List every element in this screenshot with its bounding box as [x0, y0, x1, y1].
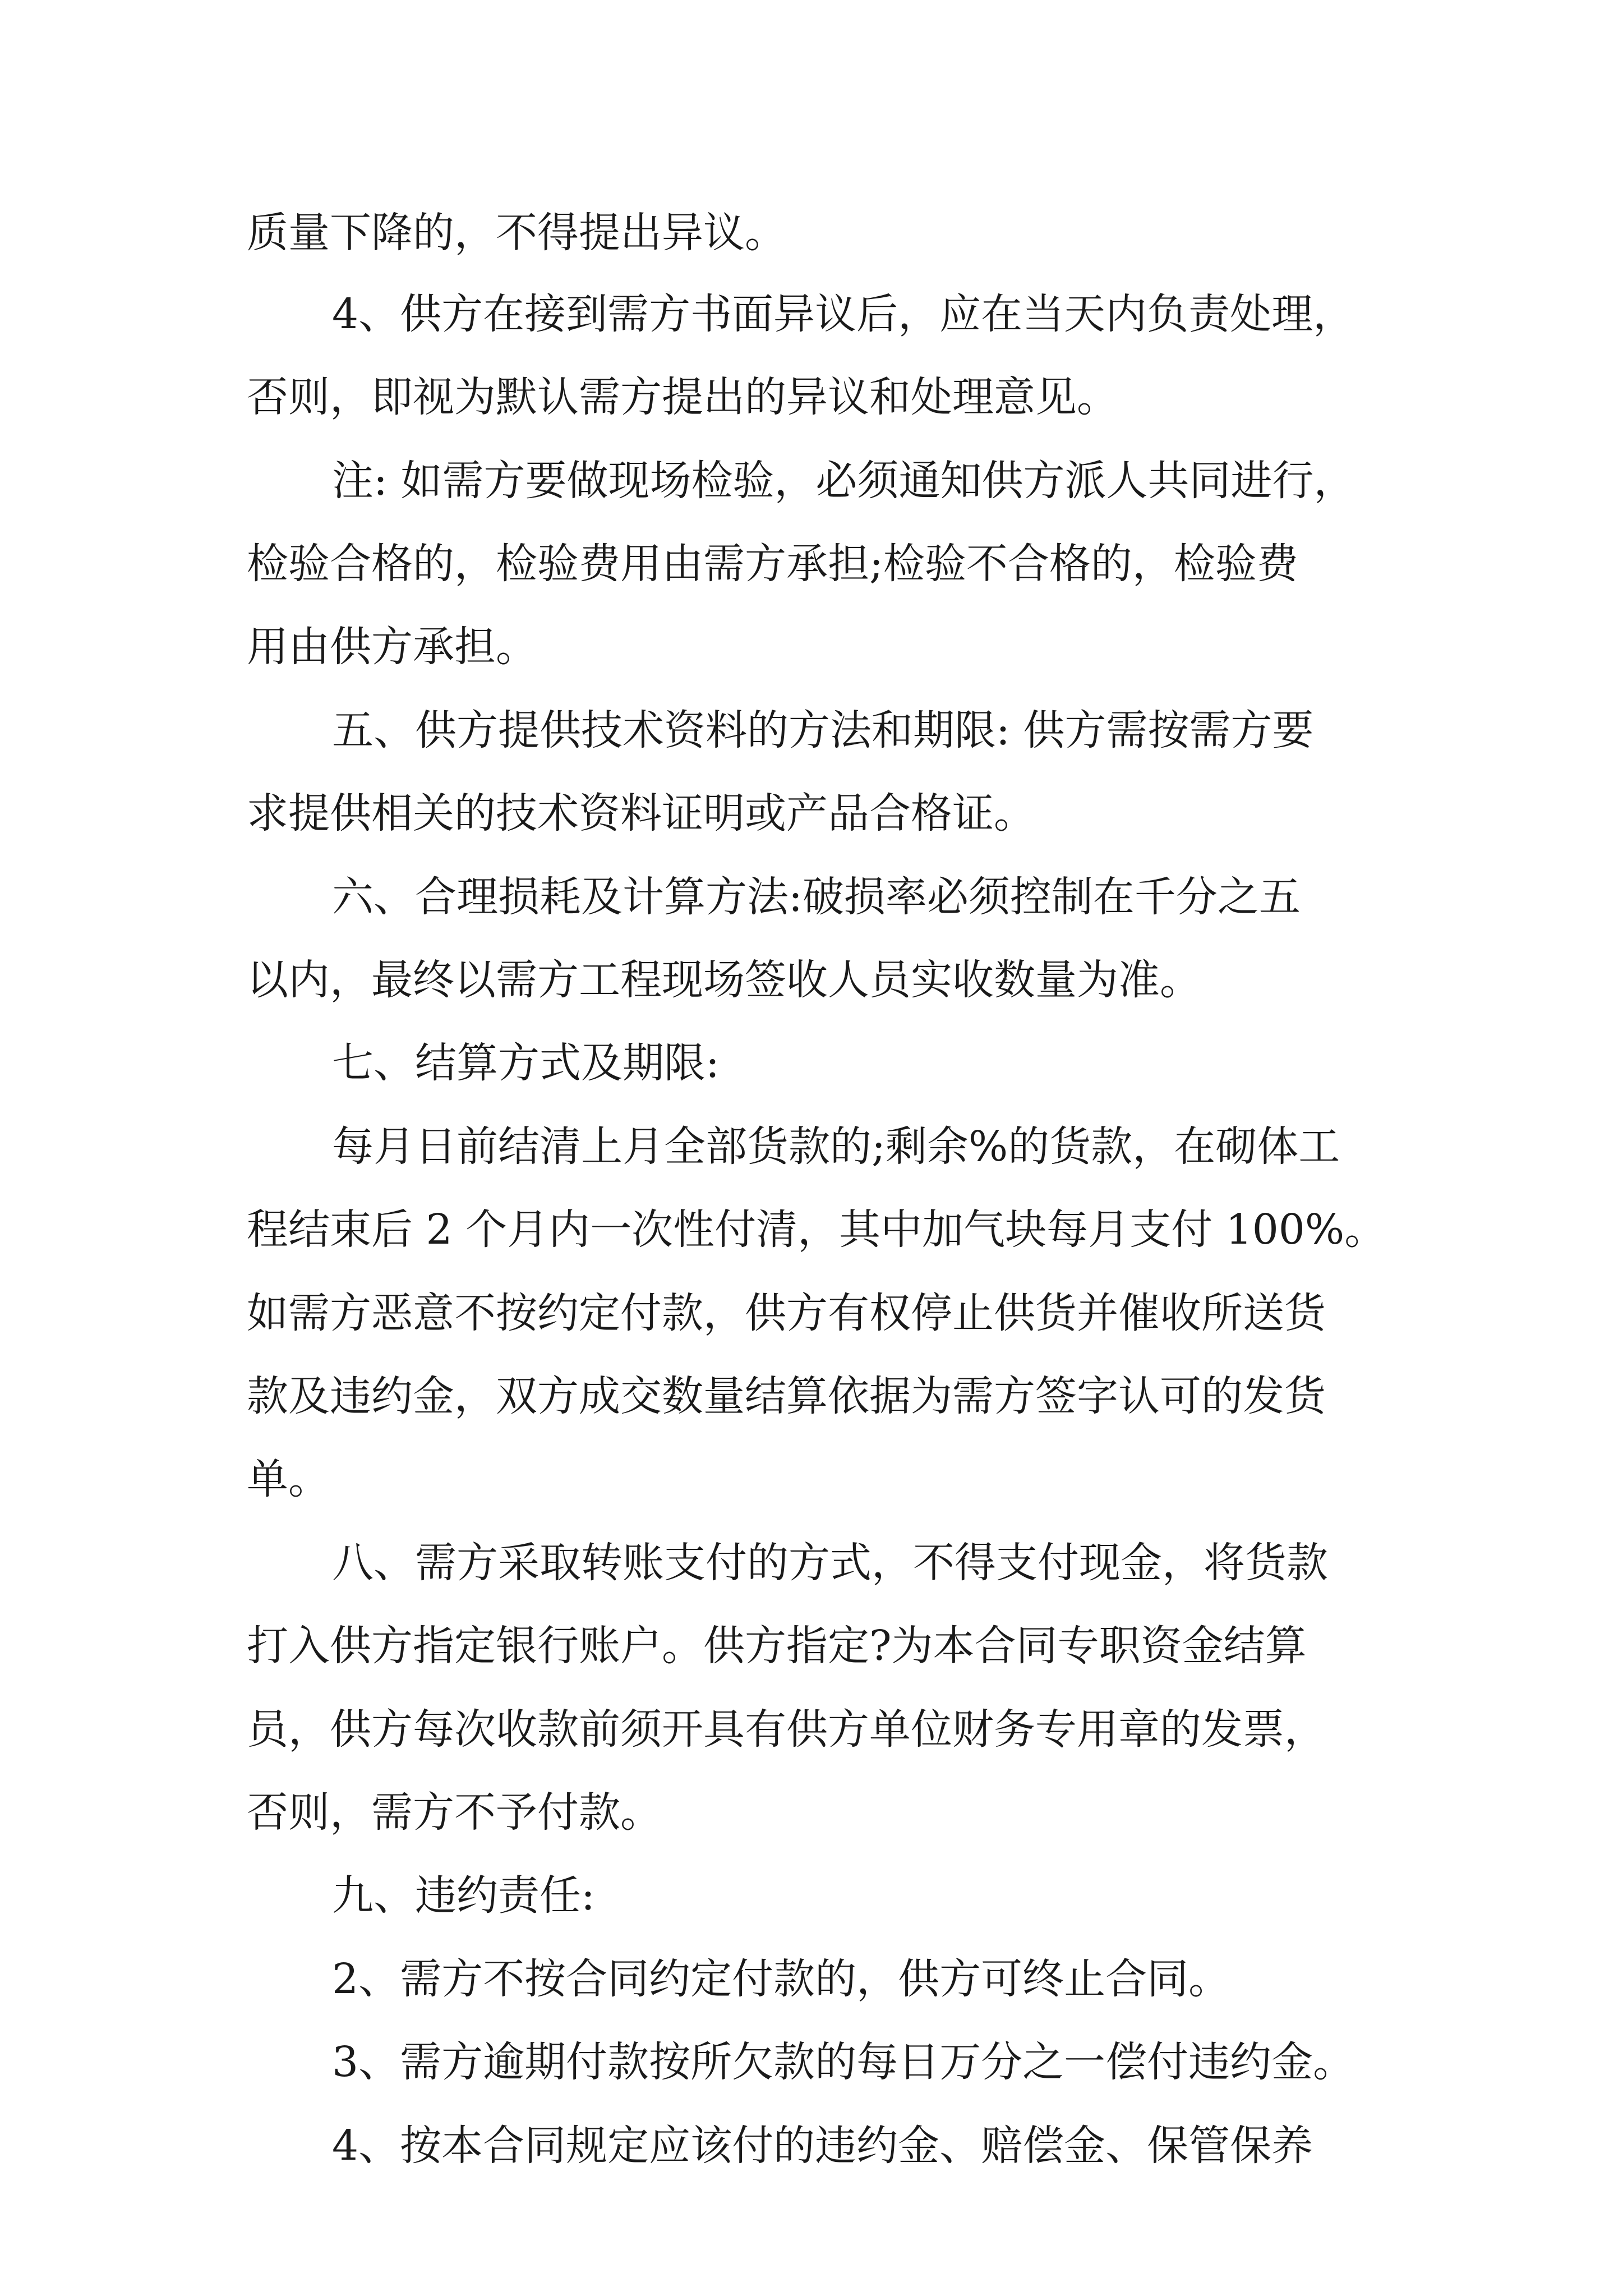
text-line: 打入供方指定银行账户。供方指定?为本合同专职资金结算 — [247, 1622, 1307, 1670]
text-line: 单。 — [247, 1455, 330, 1503]
text-line: 2、需方不按合同约定付款的，供方可终止合同。 — [332, 1955, 1230, 2003]
text-line: 员，供方每次收款前须开具有供方单位财务专用章的发票， — [247, 1705, 1326, 1754]
text-line: 六、合理损耗及计算方法:破损率必须控制在千分之五 — [332, 873, 1301, 921]
text-line: 质量下降的，不得提出异议。 — [247, 209, 786, 257]
text-line: 求提供相关的技术资料证明或产品合格证。 — [247, 789, 1035, 838]
text-line: 注: 如需方要做现场检验，必须通知供方派人共同进行， — [332, 457, 1355, 505]
text-line: 4、供方在接到需方书面异议后，应在当天内负责处理， — [332, 290, 1355, 338]
text-line: 以内，最终以需方工程现场签收人员实收数量为准。 — [247, 956, 1201, 1004]
text-line: 九、违约责任: — [332, 1871, 595, 1920]
text-line: 如需方恶意不按约定付款，供方有权停止供货并催收所送货 — [247, 1289, 1326, 1337]
text-line: 3、需方逾期付款按所欠款的每日万分之一偿付违约金。 — [332, 2038, 1355, 2086]
text-line: 否则，即视为默认需方提出的异议和处理意见。 — [247, 373, 1118, 421]
text-line: 七、结算方式及期限: — [332, 1039, 720, 1087]
text-line: 4、按本合同规定应该付的违约金、赔偿金、保管保养 — [332, 2122, 1313, 2170]
text-line: 五、供方提供技术资料的方法和期限: 供方需按需方要 — [332, 706, 1314, 754]
text-line: 程结束后 2 个月内一次性付清，其中加气块每月支付 100%。 — [247, 1205, 1386, 1254]
text-line: 否则，需方不予付款。 — [247, 1788, 662, 1837]
text-line: 款及违约金，双方成交数量结算依据为需方签字认可的发货 — [247, 1372, 1326, 1420]
text-line: 八、需方采取转账支付的方式，不得支付现金，将货款 — [332, 1539, 1328, 1587]
text-line: 用由供方承担。 — [247, 623, 537, 671]
text-line: 检验合格的，检验费用由需方承担;检验不合格的，检验费 — [247, 540, 1298, 588]
text-line: 每月日前结清上月全部货款的;剩余%的货款，在砌体工 — [332, 1122, 1340, 1171]
